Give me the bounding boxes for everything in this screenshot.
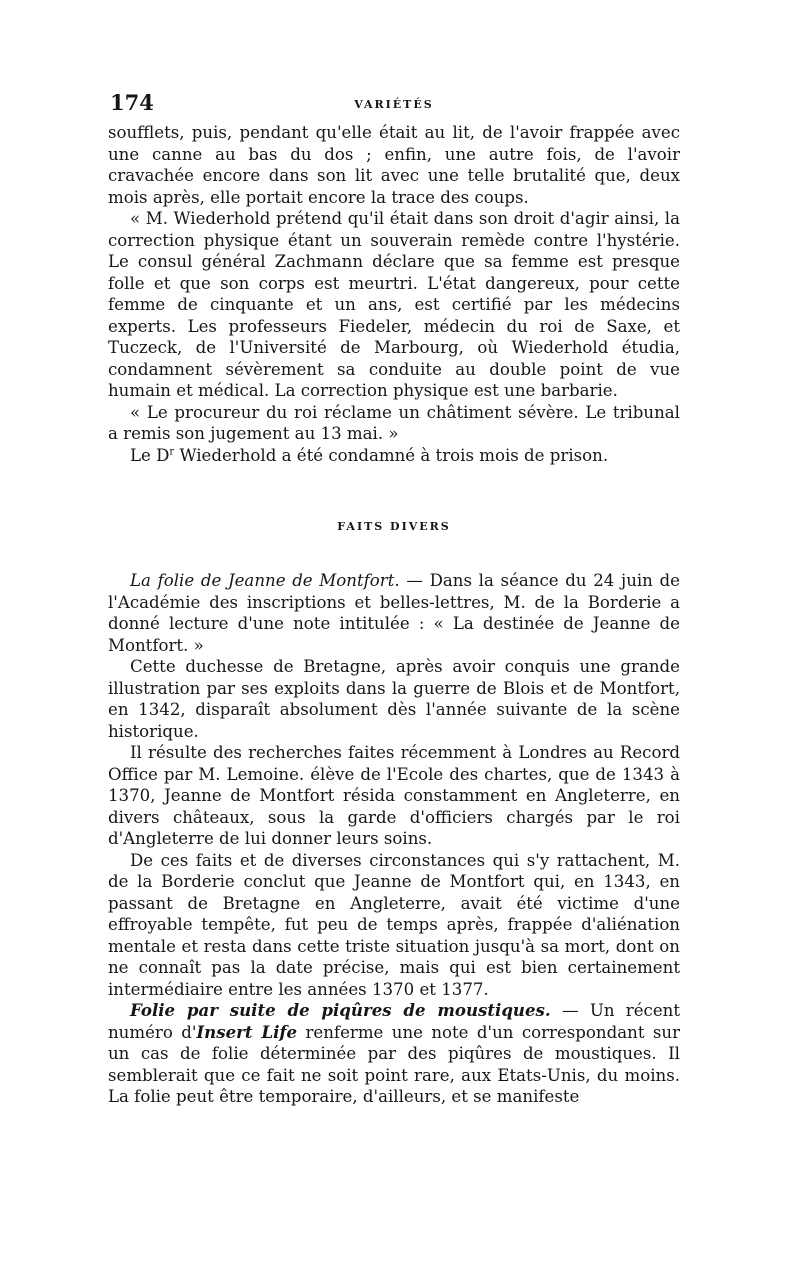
paragraph-verdict [108, 445, 680, 467]
journal-title: Insert Life [196, 1021, 298, 1042]
paragraph-continuation: soufflets, puis, pendant qu'elle était au lit, de l'avoir frappée avec une canne au bas du dos ; enfin, une autre fois, de l'avoir cravachée encore dans son lit avec une telle brutalité que, deux mois après, elle portait encore la trace des coups. [108, 123, 680, 207]
article-jeanne-intro-text: — Dans la séance du 24 juin de l'Académie des inscriptions et belles-lettres, M. de la Borderie a donné lecture d'une note intitulée : « La destinée de Jeanne de Montfort. » [108, 571, 680, 655]
paragraph-quote-procureur: « Le procureur du roi réclame un châtiment sévère. Le tribunal a remis son jugement au 13 mai. » [108, 402, 680, 443]
article-moustiques [108, 1000, 680, 1108]
section-title: FAITS DIVERS [337, 520, 451, 533]
page [108, 90, 680, 1108]
article-jeanne-paragraph: De ces faits et de diverses circonstances qui s'y rattachent, M. de la Borderie conclut que Jeanne de Montfort qui, en 1343, en passant de Bretagne en Angleterre, avait été victime d'une effroyable tempête, fut peu de temps après, frappée d'aliénation mentale et resta dans cette triste situation jusqu'à sa mort, dont on ne connaît pas la date précise, mais qui est bien certainement intermédiaire entre les années 1370 et 1377. [108, 850, 680, 999]
article-moustiques-text-b: renferme une note d'un correspondant sur un cas de folie déterminée par des piqûres de moustiques. Il semblerait que ce fait ne soit point rare, aux Etats-Unis, du moins. La folie peut être temporaire, d'ailleurs, et se manifeste [108, 1022, 680, 1106]
article-jeanne-paragraph: Il résulte des recherches faites récemment à Londres au Record Office par M. Lemoine. élève de l'Ecole des chartes, que de 1343 à 1370, Jeanne de Montfort résida constamment en Angleterre, en divers châteaux, sous la garde d'officiers chargés par le roi d'Angleterre de lui donner leurs soins. [108, 743, 680, 848]
page-number: 174 [110, 90, 154, 115]
verdict-superscript: r [169, 445, 175, 457]
article-jeanne-paragraph: Cette duchesse de Bretagne, après avoir conquis une grande illustration par ses exploits dans la guerre de Blois et de Montfort, en 1342, disparaît absolument dès l'année suivante de la scène historique. [108, 657, 680, 741]
article-moustiques-text-a: — Un récent numéro d' [108, 1001, 680, 1042]
verdict-text-after: Wiederhold a été condamné à trois mois de prison. [174, 445, 609, 465]
verdict-text-before: Le D [130, 445, 170, 465]
page-header [108, 90, 680, 122]
running-head: VARIÉTÉS [354, 98, 434, 111]
article-jeanne-intro [108, 570, 680, 656]
paragraph-quote-wiederhold: « M. Wiederhold prétend qu'il était dans son droit d'agir ainsi, la correction physique étant un souverain remède contre l'hystérie. Le consul général Zachmann déclare que sa femme est presque folle et que son corps est meurtri. L'état dangereux, pour cette femme de cinquante et un ans, est certifié par les médecins experts. Les professeurs Fiedeler, médecin du roi de Saxe, et Tuczeck, de l'Université de Marbourg, où Wiederhold étudia, condamnent sévèrement sa conduite au double point de vue humain et médical. La correction physique est une barbarie. [108, 209, 680, 400]
article-moustiques-heading: Folie par suite de piqûres de moustiques. [130, 1000, 551, 1020]
article-jeanne-heading: La folie de Jeanne de Montfort. [130, 571, 400, 590]
